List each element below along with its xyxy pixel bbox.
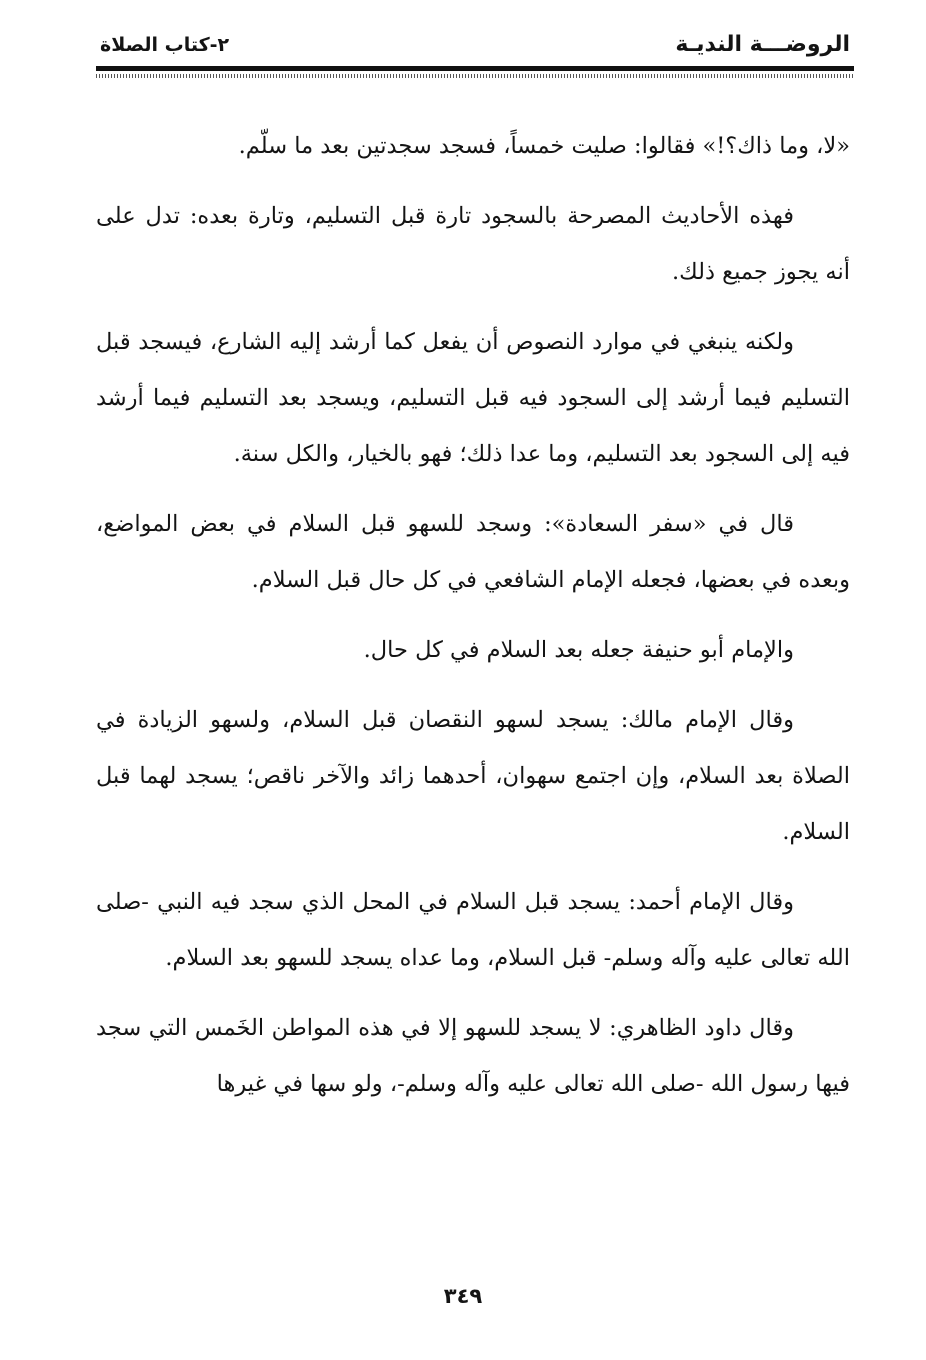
book-title: الروضـــة النديـة [675,32,850,57]
paragraph: «لا، وما ذاك؟!» فقالوا: صليت خمساً، فسجد سجدتين بعد ما سلّم. [238,133,850,159]
header-rule-thick [96,66,854,71]
paragraph: ولكنه ينبغي في موارد النصوص أن يفعل كما أرشد إليه الشارع، فيسجد قبل التسليم فيما أرشد إلى السجود فيه قبل التسليم، ويسجد بعد التسليم فيما أرشد فيه إلى السجود بعد التسليم، وما عدا ذلك؛ فهو بالخيار، والكل سنة. [96,329,850,467]
page-body [96,118,850,1126]
header-rule-dotted [96,74,854,78]
paragraph: وقال داود الظاهري: لا يسجد للسهو إلا في هذه المواطن الخَمس التي سجد فيها رسول الله -صلى الله تعالى عليه وآله وسلم-، ولو سها في غيرها [96,1015,850,1097]
paragraph: قال في «سفر السعادة»: وسجد للسهو قبل السلام في بعض المواضع، وبعده في بعضها، فجعله الإمام الشافعي في كل حال قبل السلام. [96,511,850,593]
paragraph: والإمام أبو حنيفة جعله بعد السلام في كل حال. [363,637,794,663]
paragraph: وقال الإمام مالك: يسجد لسهو النقصان قبل السلام، ولسهو الزيادة في الصلاة بعد السلام، وإن اجتمع سهوان، أحدهما زائد والآخر ناقص؛ يسجد لهما قبل السلام. [96,707,850,845]
chapter-title: ٢-كتاب الصلاة [100,34,230,56]
page-number: ٣٤٩ [443,1284,483,1308]
paragraph: وقال الإمام أحمد: يسجد قبل السلام في المحل الذي سجد فيه النبي -صلى الله تعالى عليه وآله وسلم- قبل السلام، وما عداه يسجد للسهو بعد السلام. [96,889,850,971]
paragraph: فهذه الأحاديث المصرحة بالسجود تارة قبل التسليم، وتارة بعده: تدل على أنه يجوز جميع ذلك. [96,203,850,285]
page-header [96,28,854,78]
